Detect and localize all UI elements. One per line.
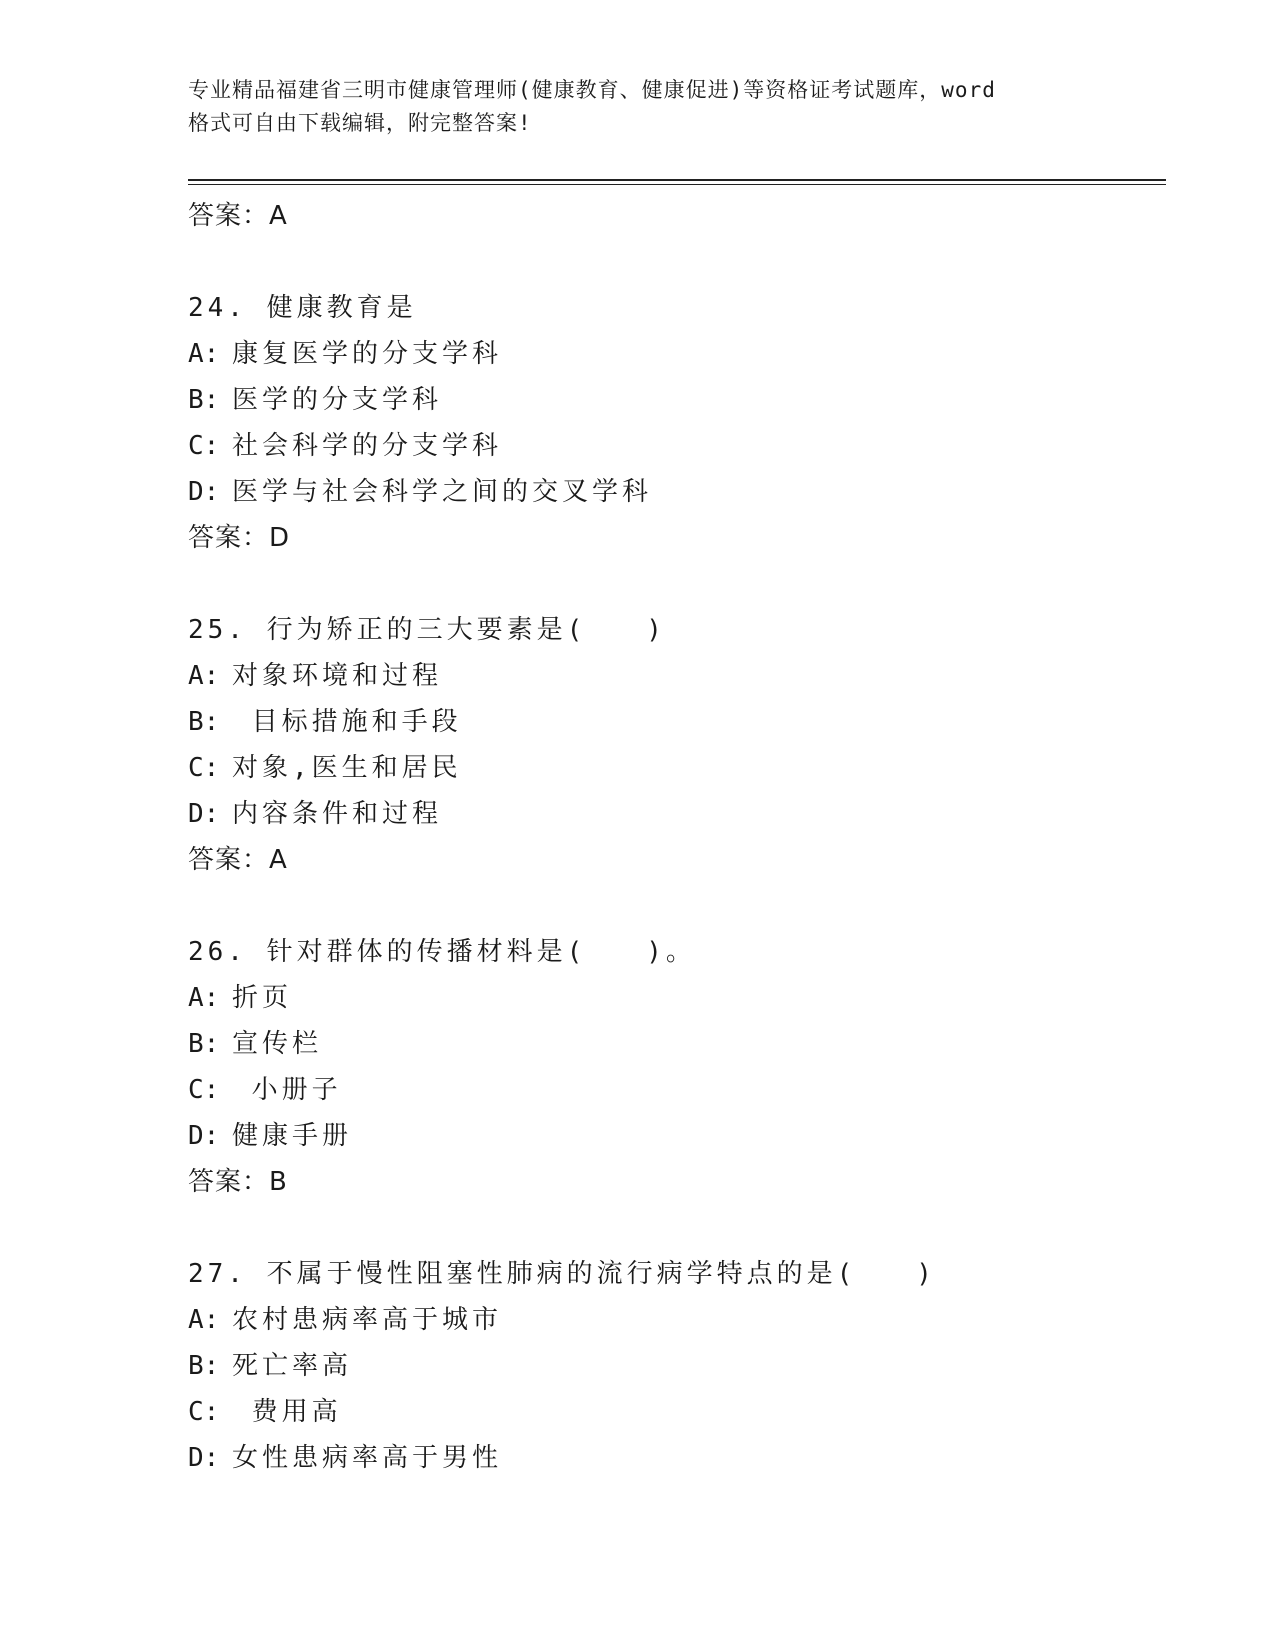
option-a: [188, 331, 1168, 377]
question-title: 26. 针对群体的传播材料是( )。: [188, 937, 696, 967]
option-text: 目标措施和手段: [232, 707, 462, 737]
option-letter: C:: [188, 1075, 220, 1105]
option-letter: C:: [188, 431, 220, 461]
option-letter: D:: [188, 799, 220, 829]
option-b: [188, 1021, 1168, 1067]
option-letter: D:: [188, 1443, 220, 1473]
option-d: [188, 1435, 1168, 1481]
option-letter: B:: [188, 1351, 220, 1381]
option-letter: A:: [188, 983, 220, 1013]
option-a: [188, 1297, 1168, 1343]
option-b: [188, 699, 1168, 745]
option-letter: C:: [188, 1397, 220, 1427]
option-c: [188, 1067, 1168, 1113]
question-26: [188, 929, 1168, 1205]
option-c: [188, 423, 1168, 469]
option-text: 小册子: [232, 1075, 342, 1105]
option-d: [188, 791, 1168, 837]
document-header: [188, 74, 1088, 140]
option-letter: B:: [188, 385, 220, 415]
option-text: 死亡率高: [232, 1351, 353, 1381]
option-letter: A:: [188, 1305, 220, 1335]
option-text: 费用高: [232, 1397, 342, 1427]
option-text: 医学与社会科学之间的交叉学科: [232, 477, 653, 507]
header-rule-thin: [188, 184, 1166, 185]
header-rule-thick: [188, 179, 1166, 181]
answer-line: 答案：A: [188, 845, 288, 875]
option-text: 医学的分支学科: [232, 385, 443, 415]
question-title: 25. 行为矫正的三大要素是( ): [188, 615, 666, 645]
option-text: 康复医学的分支学科: [232, 339, 503, 369]
header-line-2: 格式可自由下载编辑，附完整答案!: [188, 111, 532, 135]
option-d: [188, 1113, 1168, 1159]
option-b: [188, 1343, 1168, 1389]
question-title: 24. 健康教育是: [188, 293, 417, 323]
option-b: [188, 377, 1168, 423]
option-letter: D:: [188, 477, 220, 507]
option-letter: D:: [188, 1121, 220, 1151]
option-text: 农村患病率高于城市: [232, 1305, 503, 1335]
question-25: [188, 607, 1168, 883]
question-title: 27. 不属于慢性阻塞性肺病的流行病学特点的是( ): [188, 1259, 936, 1289]
option-text: 女性患病率高于男性: [232, 1443, 503, 1473]
option-text: 对象,医生和居民: [232, 753, 462, 783]
option-text: 折页: [232, 983, 293, 1013]
option-text: 社会科学的分支学科: [232, 431, 503, 461]
option-text: 健康手册: [232, 1121, 353, 1151]
header-line-1: 专业精品福建省三明市健康管理师(健康教育、健康促进)等资格证考试题库，word: [188, 78, 996, 102]
option-c: [188, 1389, 1168, 1435]
question-list: [188, 193, 1168, 1481]
answer-line: 答案：D: [188, 523, 291, 553]
option-d: [188, 469, 1168, 515]
option-letter: B:: [188, 707, 220, 737]
option-letter: A:: [188, 339, 220, 369]
option-text: 宣传栏: [232, 1029, 323, 1059]
option-letter: A:: [188, 661, 220, 691]
option-a: [188, 975, 1168, 1021]
question-27: [188, 1251, 1168, 1481]
previous-answer: 答案：A: [188, 201, 288, 231]
option-letter: B:: [188, 1029, 220, 1059]
option-letter: C:: [188, 753, 220, 783]
option-c: [188, 745, 1168, 791]
question-24: [188, 285, 1168, 561]
option-text: 内容条件和过程: [232, 799, 443, 829]
option-text: 对象环境和过程: [232, 661, 443, 691]
option-a: [188, 653, 1168, 699]
answer-line: 答案：B: [188, 1167, 288, 1197]
